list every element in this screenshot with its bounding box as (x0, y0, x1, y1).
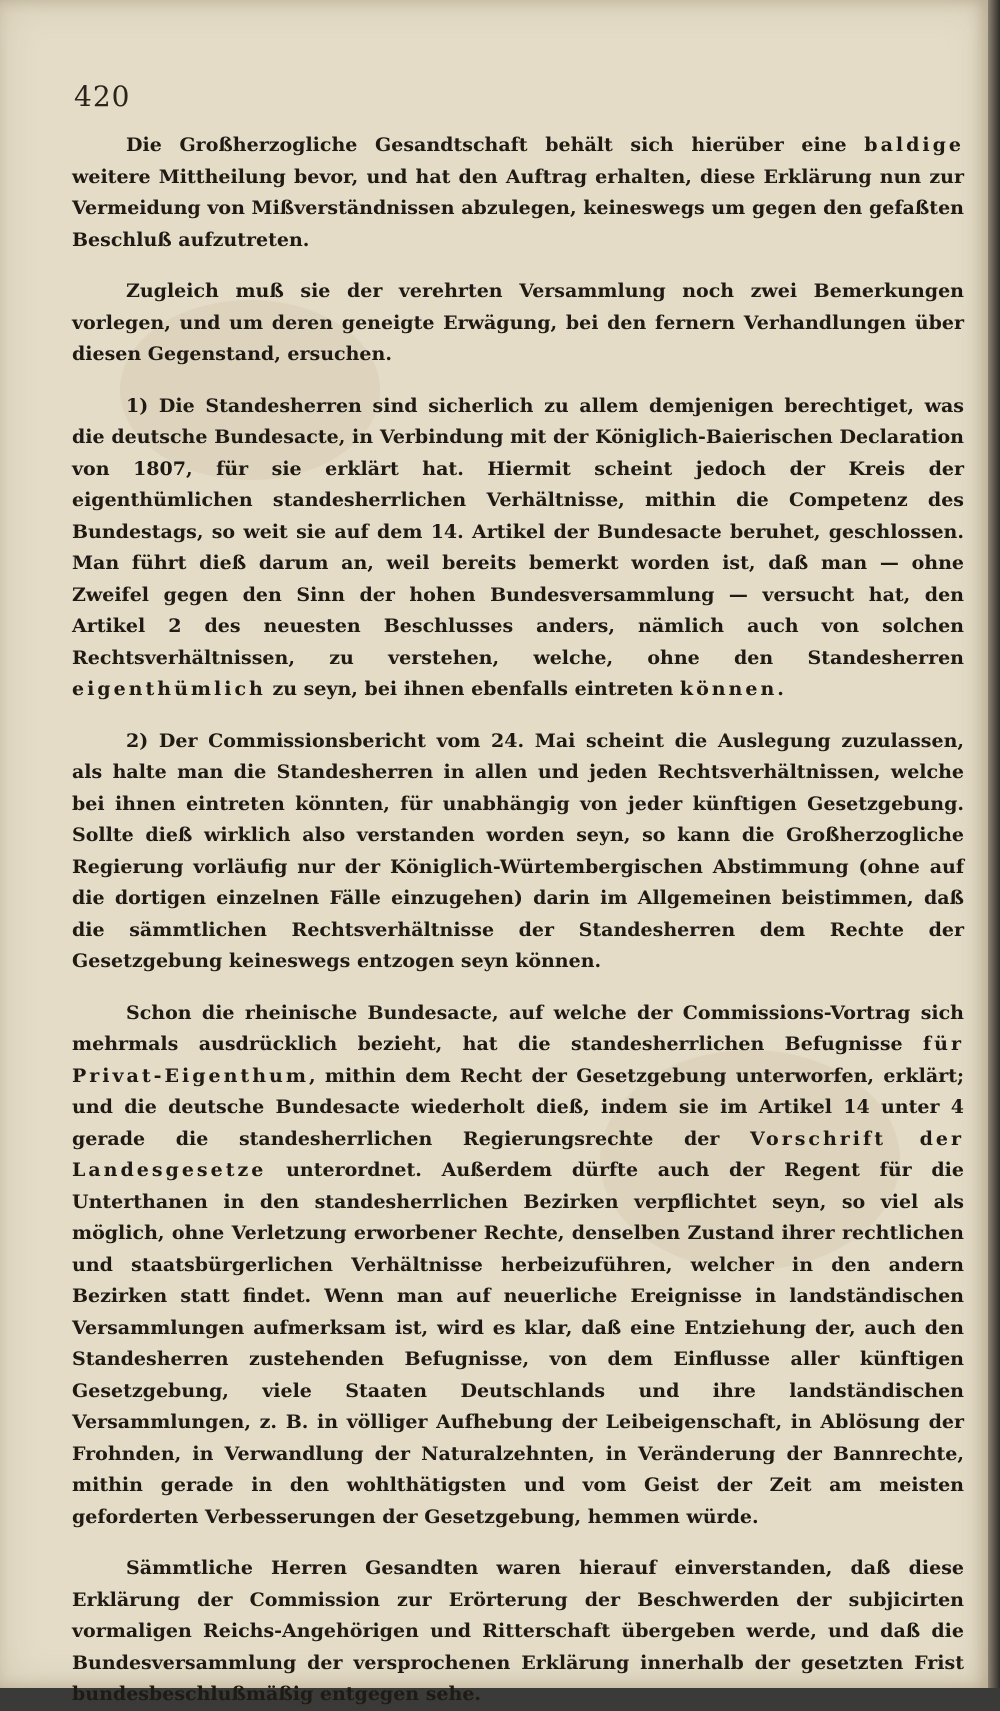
paragraph-rhenish-act: Schon die rheinische Bundesacte, auf welche der Commissions-Vortrag sich mehrmals ausdrücklich bezieht, hat die standesherrlichen Befugnisse für Privat-Eigenthum, mithin dem Recht der Gesetzgebung unterworfen, erklärt; und die deutsche Bundesacte wiederholt dieß, indem sie im Artikel 14 unter 4 gerade die standesherrlichen Regierungsrechte der Vorschrift der Landesgesetze unterordnet. Außerdem dürfte auch der Regent für die Unterthanen in den standesherrlichen Bezirken verpflichtet seyn, so viel als möglich, ohne Verletzung erworbener Rechte, denselben Zustand ihrer rechtlichen und staatsbürgerlichen Verhältnisse herbeizuführen, welcher in den andern Bezirken statt findet. Wenn man auf neuerliche Ereignisse in landständischen Versammlungen aufmerksam ist, wird es klar, daß eine Entziehung der, auch den Standesherren zustehenden Befugnisse, von dem Einflusse aller künftigen Gesetzgebung, viele Staaten Deutschlands und ihre landständischen Versammlungen, z. B. in völliger Aufhebung der Leibeigenschaft, in Ablösung der Frohnden, in Verwandlung der Naturalzehnten, in Veränderung der Bannrechte, mithin gerade in den wohlthätigsten und vom Geist der Zeit am meisten geforderten Verbesserungen der Gesetzgebung, hemmen würde. (72, 1001, 964, 1528)
emphasis-text: baldige (864, 134, 964, 156)
emphasis-text: können (679, 678, 778, 700)
paragraph-resolution: Sämmtliche Herren Gesandten waren hierauf einverstanden, daß diese Erklärung der Commission zur Erörterung der Beschwerden der subjicirten vormaligen Reichs-Angehörigen und Ritterschaft übergeben werde, und daß die Bundesversammlung der versprochenen Erklärung innerhalb der gesetzten Frist bundesbeschlußmäßig entgegen sehe. (72, 1557, 964, 1705)
emphasis-text: Vorschrift der Landesgesetze (72, 1127, 964, 1181)
paragraph-remark-2: 2) Der Commissionsbericht vom 24. Mai scheint die Auslegung zuzulassen, als halte man die Standesherren in allen und jeden Rechtsverhältnissen, welche bei ihnen eintreten könnten, für unabhängig von jeder künftigen Gesetzgebung. Sollte dieß wirklich also verstanden worden seyn, so kann die Großherzogliche Regierung vorläufig nur der Königlich-Würtembergischen Abstimmung (ohne auf die dortigen einzelnen Fälle einzugehen) darin im Allgemeinen beistimmen, daß die sämmtlichen Rechtsverhältnisse der Standesherren dem Rechte der Gesetzgebung keineswegs entzogen seyn können. (72, 729, 964, 972)
emphasis-text: für Privat-Eigenthum (72, 1033, 964, 1087)
paragraph-remark-1: 1) Die Standesherren sind sicherlich zu allem demjenigen berechtiget, was die deutsche Bundesacte, in Verbindung mit der Königlich-Baierischen Declaration von 1807, für sie erklärt hat. Hiermit scheint jedoch der Kreis der eigenthümlichen standesherrlichen Verhältnisse, mithin die Competenz des Bundestags, so weit sie auf dem 14. Artikel der Bundesacte beruhet, geschlossen. Man führt dieß darum an, weil bereits bemerkt worden ist, daß man — ohne Zweifel gegen den Sinn der hohen Bundesversammlung — versucht hat, den Artikel 2 des neuesten Beschlusses anders, nämlich auch von solchen Rechtsverhältnissen, zu verstehen, welche, ohne den Standesherren eigenthümlich zu seyn, bei ihnen ebenfalls eintreten können. (72, 394, 964, 700)
emphasis-text: eigenthümlich (72, 678, 266, 700)
paragraph-reservation: Die Großherzogliche Gesandtschaft behält sich hierüber eine baldige weitere Mittheilung bevor, und hat den Auftrag erhalten, diese Erklärung nun zur Vermeidung von Mißverständnissen abzulegen, keineswegs um gegen den gefaßten Beschluß aufzutreten. (72, 134, 964, 251)
page-number: 420 (74, 80, 131, 113)
page-body (72, 130, 964, 1711)
page-edge-shadow (988, 0, 1000, 1688)
paragraph-remarks-intro: Zugleich muß sie der verehrten Versammlung noch zwei Bemerkungen vorlegen, und um deren geneigte Erwägung, bei den fernern Verhandlungen über diesen Gegenstand, ersuchen. (72, 280, 964, 365)
